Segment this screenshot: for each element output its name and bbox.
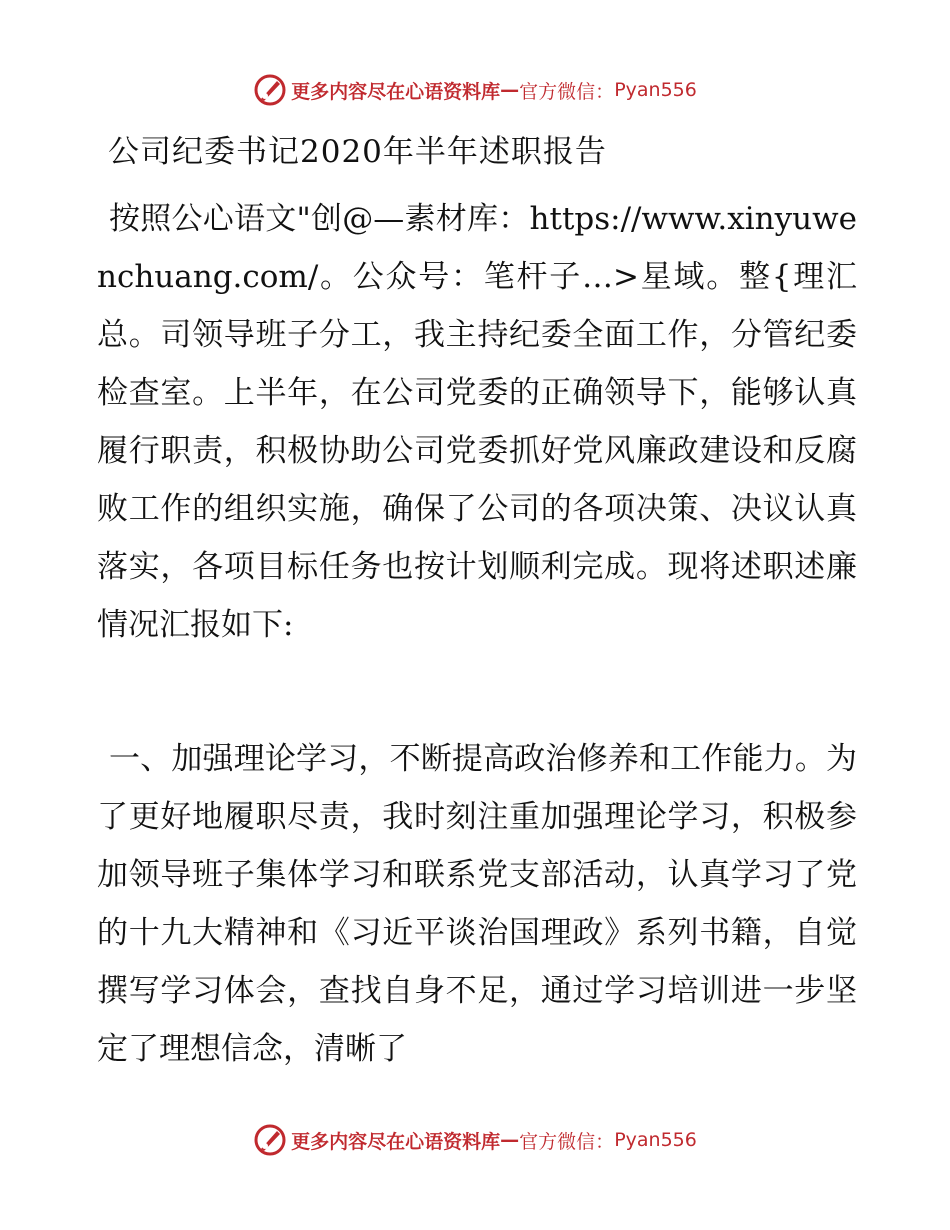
paragraph-intro: 按照公心语文"创@—素材库：https://www.xinyuwenchuang.com/。公众号：笔杆子…>星域。整{理汇总。司领导班子分工，我主持纪委全面工作，分管纪委检查室。上半年，在公司党委的正确领导下，能够认真履行职责，积极协助公司党委抓好党风廉政建设和反腐败工作的组织实施，确保了公司的各项决策、决议认真落实，各项目标任务也按计划顺利完成。现将述职述廉情况汇报如下:	[97, 201, 857, 643]
quill-seal-icon	[253, 73, 287, 107]
banner-sub-text: 官方微信：	[519, 80, 615, 103]
banner-main-text: 更多内容尽在心语资料库	[291, 80, 501, 103]
banner-main-text: 更多内容尽在心语资料库	[291, 1130, 501, 1153]
banner-dash: —	[500, 1129, 520, 1151]
banner-handle: Pyan556	[614, 79, 697, 101]
header-watermark-banner	[0, 70, 950, 110]
banner-dash: —	[500, 79, 520, 101]
footer-watermark-banner	[0, 1120, 950, 1160]
document-title: 公司纪委书记2020年半年述职报告	[108, 134, 607, 170]
banner-sub-text: 官方微信：	[519, 1130, 615, 1153]
banner-handle: Pyan556	[614, 1129, 697, 1151]
quill-seal-icon	[253, 1123, 287, 1157]
paragraph-section-one: 一、加强理论学习，不断提高政治修养和工作能力。为了更好地履职尽责，我时刻注重加强理论学习，积极参加领导班子集体学习和联系党支部活动，认真学习了党的十九大精神和《习近平谈治国理政》系列书籍，自觉撰写学习体会，查找自身不足，通过学习培训进一步坚定了理想信念，清晰了	[97, 741, 857, 1067]
